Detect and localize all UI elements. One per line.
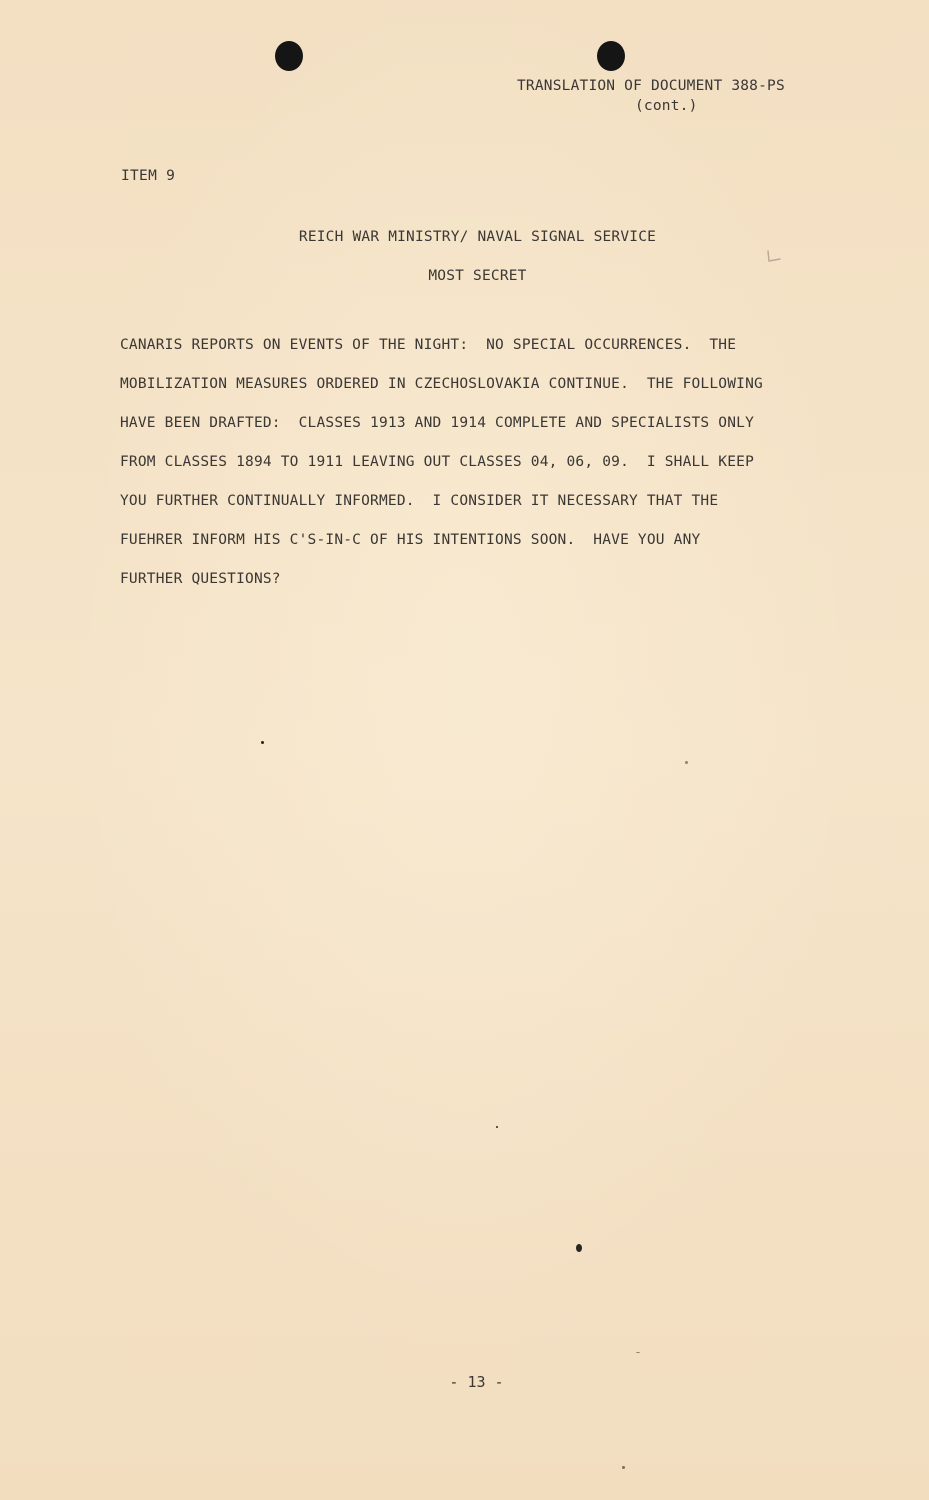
item-label: ITEM 9 (121, 168, 176, 184)
body-line: CANARIS REPORTS ON EVENTS OF THE NIGHT: NO SPECIAL OCCURRENCES. THE (120, 337, 737, 353)
body-line: FROM CLASSES 1894 TO 1911 LEAVING OUT CLASSES 04, 06, 09. I SHALL KEEP (120, 454, 755, 470)
body-line: YOU FURTHER CONTINUALLY INFORMED. I CONSIDER IT NECESSARY THAT THE (120, 493, 719, 509)
document-reference-continuation: (cont.) (635, 98, 698, 114)
paper-speck (261, 741, 264, 744)
pencil-check-mark (766, 250, 782, 264)
classification-marking: MOST SECRET (428, 268, 527, 284)
paper-speck (636, 1352, 640, 1353)
body-line: FURTHER QUESTIONS? (120, 571, 281, 587)
document-reference (517, 76, 817, 116)
paper-speck (622, 1466, 625, 1469)
message-body (120, 326, 820, 599)
body-line: HAVE BEEN DRAFTED: CLASSES 1913 AND 1914 COMPLETE AND SPECIALISTS ONLY (120, 415, 755, 431)
punch-hole-right (597, 41, 625, 71)
body-line: FUEHRER INFORM HIS C'S-IN-C OF HIS INTENTIONS SOON. HAVE YOU ANY (120, 532, 701, 548)
document-reference-title: TRANSLATION OF DOCUMENT 388-PS (517, 78, 785, 94)
paper-speck (685, 761, 688, 764)
paper-speck (496, 1126, 498, 1128)
page-number: - 13 - (449, 1373, 504, 1391)
department-heading: REICH WAR MINISTRY/ NAVAL SIGNAL SERVICE (298, 229, 657, 245)
punch-hole-left (275, 41, 303, 71)
paper-speck (576, 1244, 582, 1252)
body-line: MOBILIZATION MEASURES ORDERED IN CZECHOSLOVAKIA CONTINUE. THE FOLLOWING (120, 376, 763, 392)
